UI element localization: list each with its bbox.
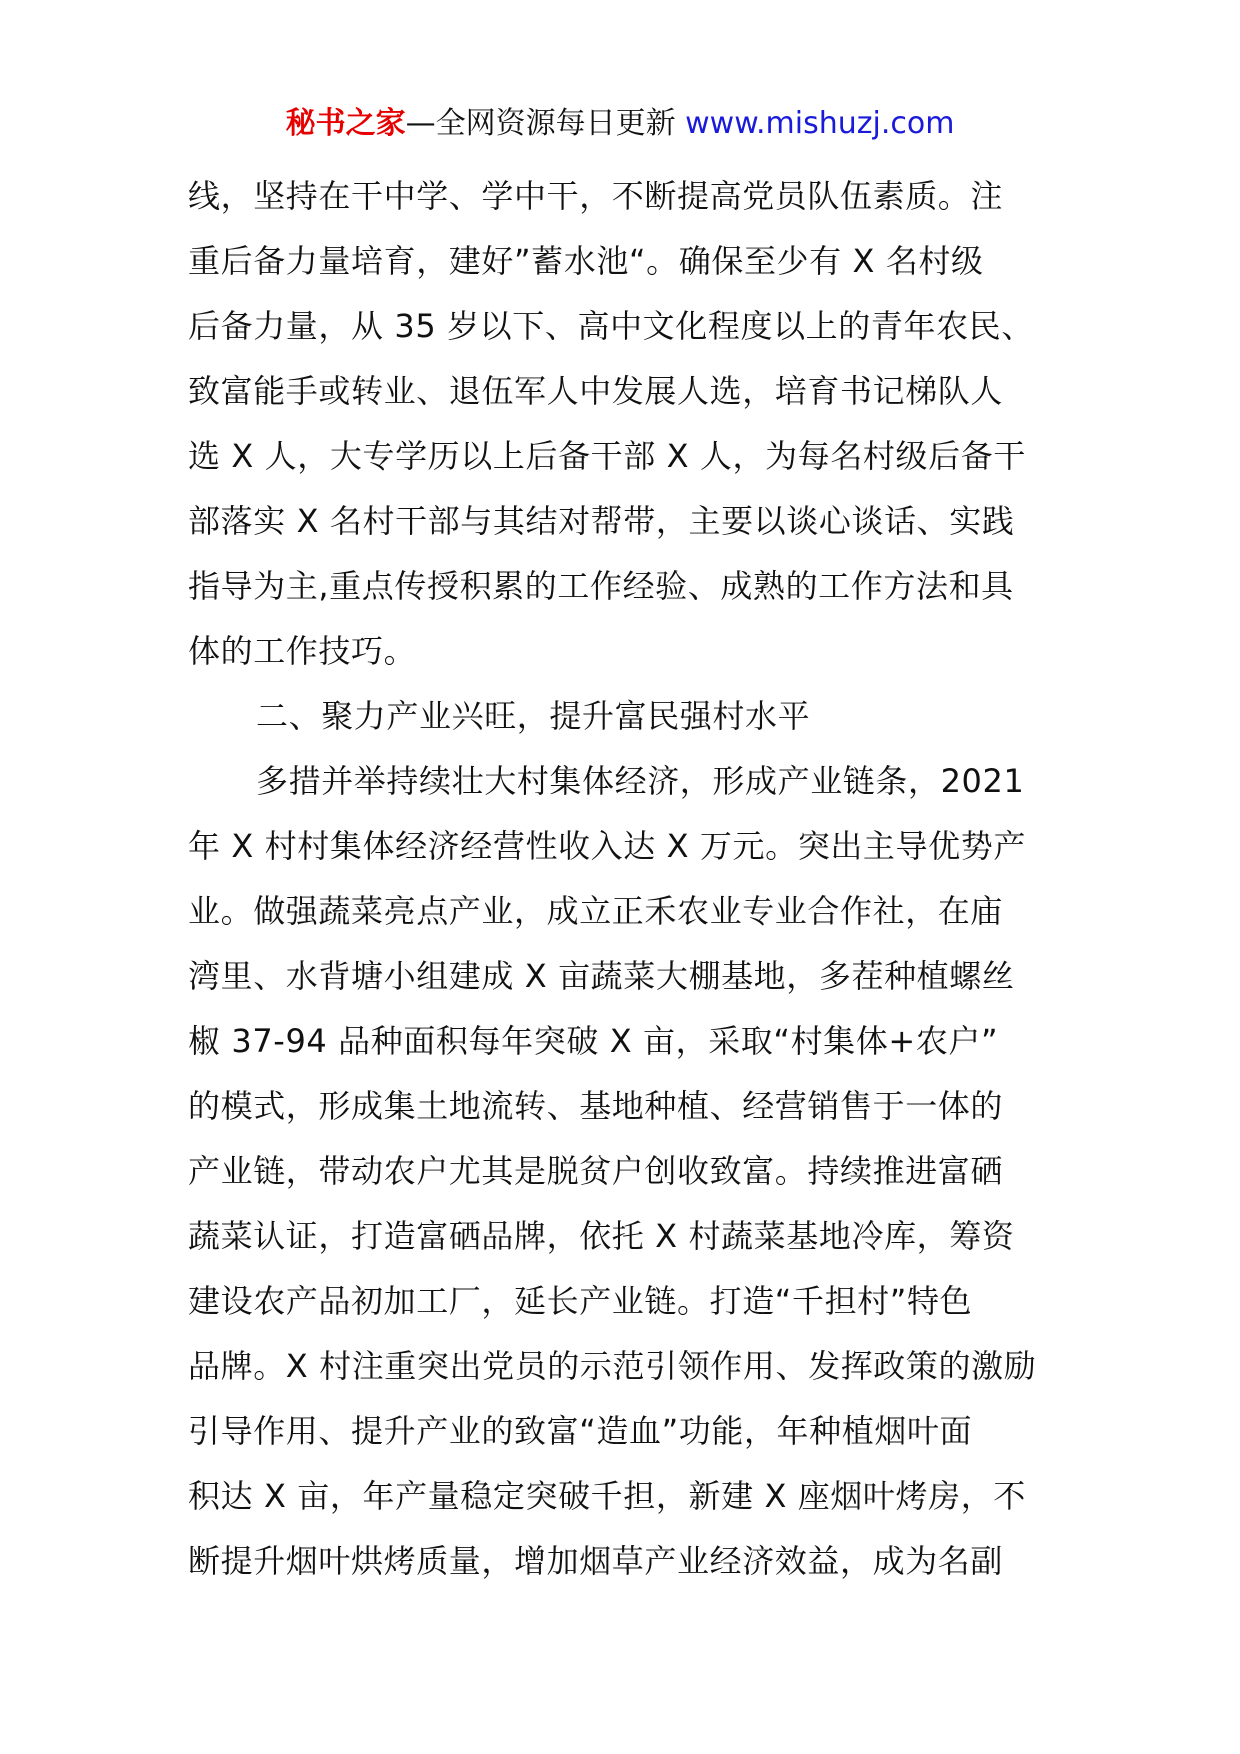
site-url-link[interactable]: www.mishuzj.com (685, 106, 955, 141)
text-line: 椒 37-94 品种面积每年突破 X 亩，采取“村集体+农户” (188, 1022, 999, 1060)
text-line: 年 X 村村集体经济经营性收入达 X 万元。突出主导优势产 (188, 827, 1026, 865)
text-line: 产业链，带动农户尤其是脱贫户创收致富。持续推进富硒 (188, 1152, 1004, 1190)
text-line: 业。做强蔬菜亮点产业，成立正禾农业专业合作社，在庙 (188, 892, 1004, 930)
document-body (188, 164, 1058, 1594)
site-header (0, 104, 1240, 144)
paragraph-first-line: 多措并举持续壮大村集体经济，形成产业链条，2021 (256, 762, 1025, 800)
text-line: 指导为主,重点传授积累的工作经验、成熟的工作方法和具 (188, 567, 1014, 605)
text-line: 品牌。X 村注重突出党员的示范引领作用、发挥政策的激励 (188, 1347, 1037, 1385)
text-line: 致富能手或转业、退伍军人中发展人选，培育书记梯队人 (188, 372, 1004, 410)
text-line: 选 X 人，大专学历以上后备干部 X 人，为每名村级后备干 (188, 437, 1026, 475)
text-line: 后备力量，从 35 岁以下、高中文化程度以上的青年农民、 (188, 307, 1034, 345)
text-line: 断提升烟叶烘烤质量，增加烟草产业经济效益，成为名副 (188, 1542, 1004, 1580)
text-line: 线，坚持在干中学、学中干，不断提高党员队伍素质。注 (188, 177, 1004, 215)
text-line: 部落实 X 名村干部与其结对帮带，主要以谈心谈话、实践 (188, 502, 1015, 540)
text-line: 体的工作技巧。 (188, 632, 417, 670)
text-line: 积达 X 亩，年产量稳定突破千担，新建 X 座烟叶烤房，不 (188, 1477, 1026, 1515)
text-line: 建设农产品初加工厂，延长产业链。打造“千担村”特色 (188, 1282, 973, 1320)
text-line: 的模式，形成集土地流转、基地种植、经营销售于一体的 (188, 1087, 1004, 1125)
text-line: 湾里、水背塘小组建成 X 亩蔬菜大棚基地，多茬种植螺丝 (188, 957, 1015, 995)
text-line: 引导作用、提升产业的致富“造血”功能，年种植烟叶面 (188, 1412, 973, 1450)
section-heading: 二、聚力产业兴旺，提升富民强村水平 (256, 697, 811, 735)
text-line: 重后备力量培育，建好”蓄水池“。确保至少有 X 名村级 (188, 242, 984, 280)
site-brand: 秘书之家 (285, 106, 406, 141)
site-tagline: —全网资源每日更新 (405, 106, 686, 141)
text-line: 蔬菜认证，打造富硒品牌，依托 X 村蔬菜基地冷库，筹资 (188, 1217, 1015, 1255)
